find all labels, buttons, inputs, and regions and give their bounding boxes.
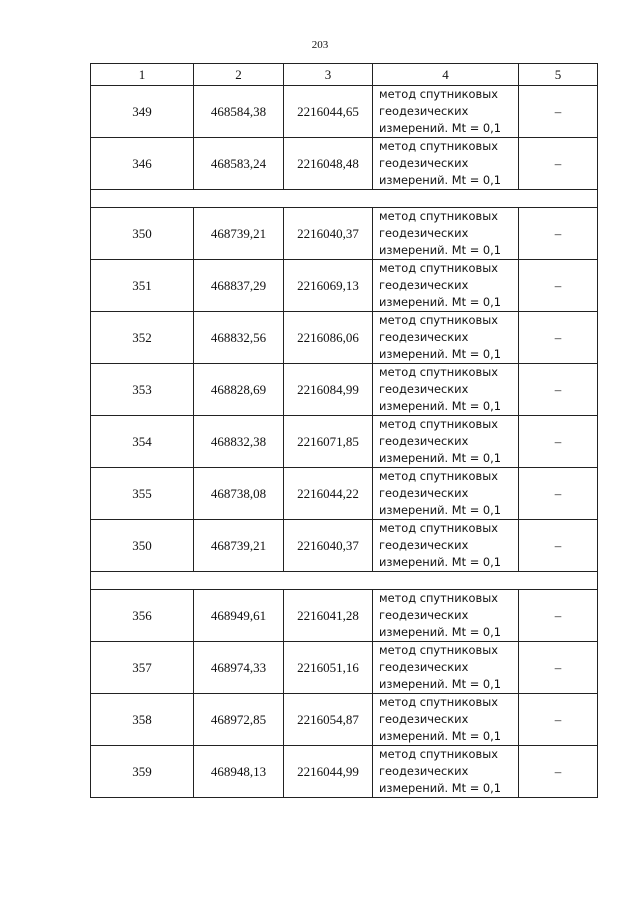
- table-row: [91, 208, 598, 260]
- note-cell: –: [519, 468, 598, 520]
- coordinate-y-cell: 2216071,85: [284, 416, 373, 468]
- method-cell: [373, 590, 519, 642]
- table-row: [91, 642, 598, 694]
- note-cell: –: [519, 694, 598, 746]
- point-number-cell: 349: [91, 86, 194, 138]
- table-row: [91, 746, 598, 798]
- coordinate-y-cell: 2216044,65: [284, 86, 373, 138]
- coordinate-x-cell: 468837,29: [194, 260, 284, 312]
- method-line: геодезических: [379, 226, 469, 240]
- method-line: измерений. Mt = 0,1: [379, 451, 501, 465]
- method-cell: [373, 642, 519, 694]
- method-line: измерений. Mt = 0,1: [379, 347, 501, 361]
- column-header: 4: [373, 64, 519, 86]
- point-number-cell: 357: [91, 642, 194, 694]
- coordinate-y-cell: 2216041,28: [284, 590, 373, 642]
- coordinate-y-cell: 2216051,16: [284, 642, 373, 694]
- note-cell: –: [519, 364, 598, 416]
- method-line: измерений. Mt = 0,1: [379, 121, 501, 135]
- method-cell: [373, 208, 519, 260]
- point-number-cell: 353: [91, 364, 194, 416]
- coordinate-x-cell: 468739,21: [194, 208, 284, 260]
- method-cell: [373, 416, 519, 468]
- coordinate-y-cell: 2216044,22: [284, 468, 373, 520]
- note-cell: –: [519, 520, 598, 572]
- method-line: метод спутниковых: [379, 521, 498, 535]
- point-number-cell: 351: [91, 260, 194, 312]
- coordinate-x-cell: 468948,13: [194, 746, 284, 798]
- coordinate-x-cell: 468949,61: [194, 590, 284, 642]
- method-line: измерений. Mt = 0,1: [379, 781, 501, 795]
- note-cell: –: [519, 312, 598, 364]
- method-line: метод спутниковых: [379, 591, 498, 605]
- method-line: метод спутниковых: [379, 695, 498, 709]
- note-cell: –: [519, 260, 598, 312]
- spacer-cell: [91, 190, 598, 208]
- point-number-cell: 346: [91, 138, 194, 190]
- table-row: [91, 364, 598, 416]
- coordinate-y-cell: 2216069,13: [284, 260, 373, 312]
- table-row: [91, 86, 598, 138]
- coordinate-y-cell: 2216054,87: [284, 694, 373, 746]
- method-cell: [373, 746, 519, 798]
- method-line: метод спутниковых: [379, 747, 498, 761]
- coordinate-x-cell: 468828,69: [194, 364, 284, 416]
- method-cell: [373, 694, 519, 746]
- method-cell: [373, 86, 519, 138]
- table-row: [91, 416, 598, 468]
- method-line: измерений. Mt = 0,1: [379, 399, 501, 413]
- coordinate-x-cell: 468972,85: [194, 694, 284, 746]
- coordinate-y-cell: 2216044,99: [284, 746, 373, 798]
- method-line: метод спутниковых: [379, 209, 498, 223]
- coordinate-x-cell: 468832,38: [194, 416, 284, 468]
- method-line: геодезических: [379, 156, 469, 170]
- column-header: 1: [91, 64, 194, 86]
- point-number-cell: 358: [91, 694, 194, 746]
- table-row: [91, 590, 598, 642]
- coordinate-x-cell: 468739,21: [194, 520, 284, 572]
- method-line: измерений. Mt = 0,1: [379, 677, 501, 691]
- note-cell: –: [519, 416, 598, 468]
- page-number: 203: [311, 39, 329, 51]
- coordinate-y-cell: 2216086,06: [284, 312, 373, 364]
- method-line: метод спутниковых: [379, 87, 498, 101]
- method-cell: [373, 312, 519, 364]
- method-line: геодезических: [379, 278, 469, 292]
- table-body: [91, 86, 598, 798]
- column-header: 3: [284, 64, 373, 86]
- coordinate-x-cell: 468584,38: [194, 86, 284, 138]
- method-line: измерений. Mt = 0,1: [379, 625, 501, 639]
- method-cell: [373, 520, 519, 572]
- coordinate-y-cell: 2216048,48: [284, 138, 373, 190]
- note-cell: –: [519, 746, 598, 798]
- coordinate-y-cell: 2216084,99: [284, 364, 373, 416]
- method-cell: [373, 138, 519, 190]
- coordinate-y-cell: 2216040,37: [284, 208, 373, 260]
- point-number-cell: 352: [91, 312, 194, 364]
- note-cell: –: [519, 208, 598, 260]
- point-number-cell: 359: [91, 746, 194, 798]
- method-line: измерений. Mt = 0,1: [379, 173, 501, 187]
- column-header: 2: [194, 64, 284, 86]
- method-line: геодезических: [379, 330, 469, 344]
- method-line: метод спутниковых: [379, 417, 498, 431]
- method-line: геодезических: [379, 764, 469, 778]
- method-line: метод спутниковых: [379, 139, 498, 153]
- method-cell: [373, 364, 519, 416]
- method-line: измерений. Mt = 0,1: [379, 503, 501, 517]
- method-line: измерений. Mt = 0,1: [379, 729, 501, 743]
- method-line: измерений. Mt = 0,1: [379, 555, 501, 569]
- method-line: метод спутниковых: [379, 365, 498, 379]
- method-cell: [373, 468, 519, 520]
- method-line: геодезических: [379, 712, 469, 726]
- column-header: 5: [519, 64, 598, 86]
- method-line: геодезических: [379, 486, 469, 500]
- method-line: метод спутниковых: [379, 469, 498, 483]
- coordinate-x-cell: 468974,33: [194, 642, 284, 694]
- point-number-cell: 355: [91, 468, 194, 520]
- table-header-row: [91, 64, 598, 86]
- table-row: [91, 138, 598, 190]
- method-line: геодезических: [379, 538, 469, 552]
- point-number-cell: 350: [91, 520, 194, 572]
- coordinates-table: [90, 63, 598, 798]
- table-row: [91, 694, 598, 746]
- coordinate-x-cell: 468832,56: [194, 312, 284, 364]
- method-line: геодезических: [379, 382, 469, 396]
- table-row: [91, 312, 598, 364]
- method-line: геодезических: [379, 434, 469, 448]
- method-line: геодезических: [379, 104, 469, 118]
- method-line: геодезических: [379, 608, 469, 622]
- point-number-cell: 356: [91, 590, 194, 642]
- note-cell: –: [519, 138, 598, 190]
- coordinate-x-cell: 468738,08: [194, 468, 284, 520]
- method-line: метод спутниковых: [379, 313, 498, 327]
- table-row: [91, 520, 598, 572]
- table-spacer-row: [91, 190, 598, 208]
- method-line: метод спутниковых: [379, 643, 498, 657]
- coordinate-x-cell: 468583,24: [194, 138, 284, 190]
- method-line: геодезических: [379, 660, 469, 674]
- note-cell: –: [519, 642, 598, 694]
- method-line: измерений. Mt = 0,1: [379, 243, 501, 257]
- table-row: [91, 260, 598, 312]
- point-number-cell: 350: [91, 208, 194, 260]
- note-cell: –: [519, 590, 598, 642]
- method-cell: [373, 260, 519, 312]
- method-line: измерений. Mt = 0,1: [379, 295, 501, 309]
- coordinate-y-cell: 2216040,37: [284, 520, 373, 572]
- point-number-cell: 354: [91, 416, 194, 468]
- method-line: метод спутниковых: [379, 261, 498, 275]
- table-spacer-row: [91, 572, 598, 590]
- table-row: [91, 468, 598, 520]
- note-cell: –: [519, 86, 598, 138]
- spacer-cell: [91, 572, 598, 590]
